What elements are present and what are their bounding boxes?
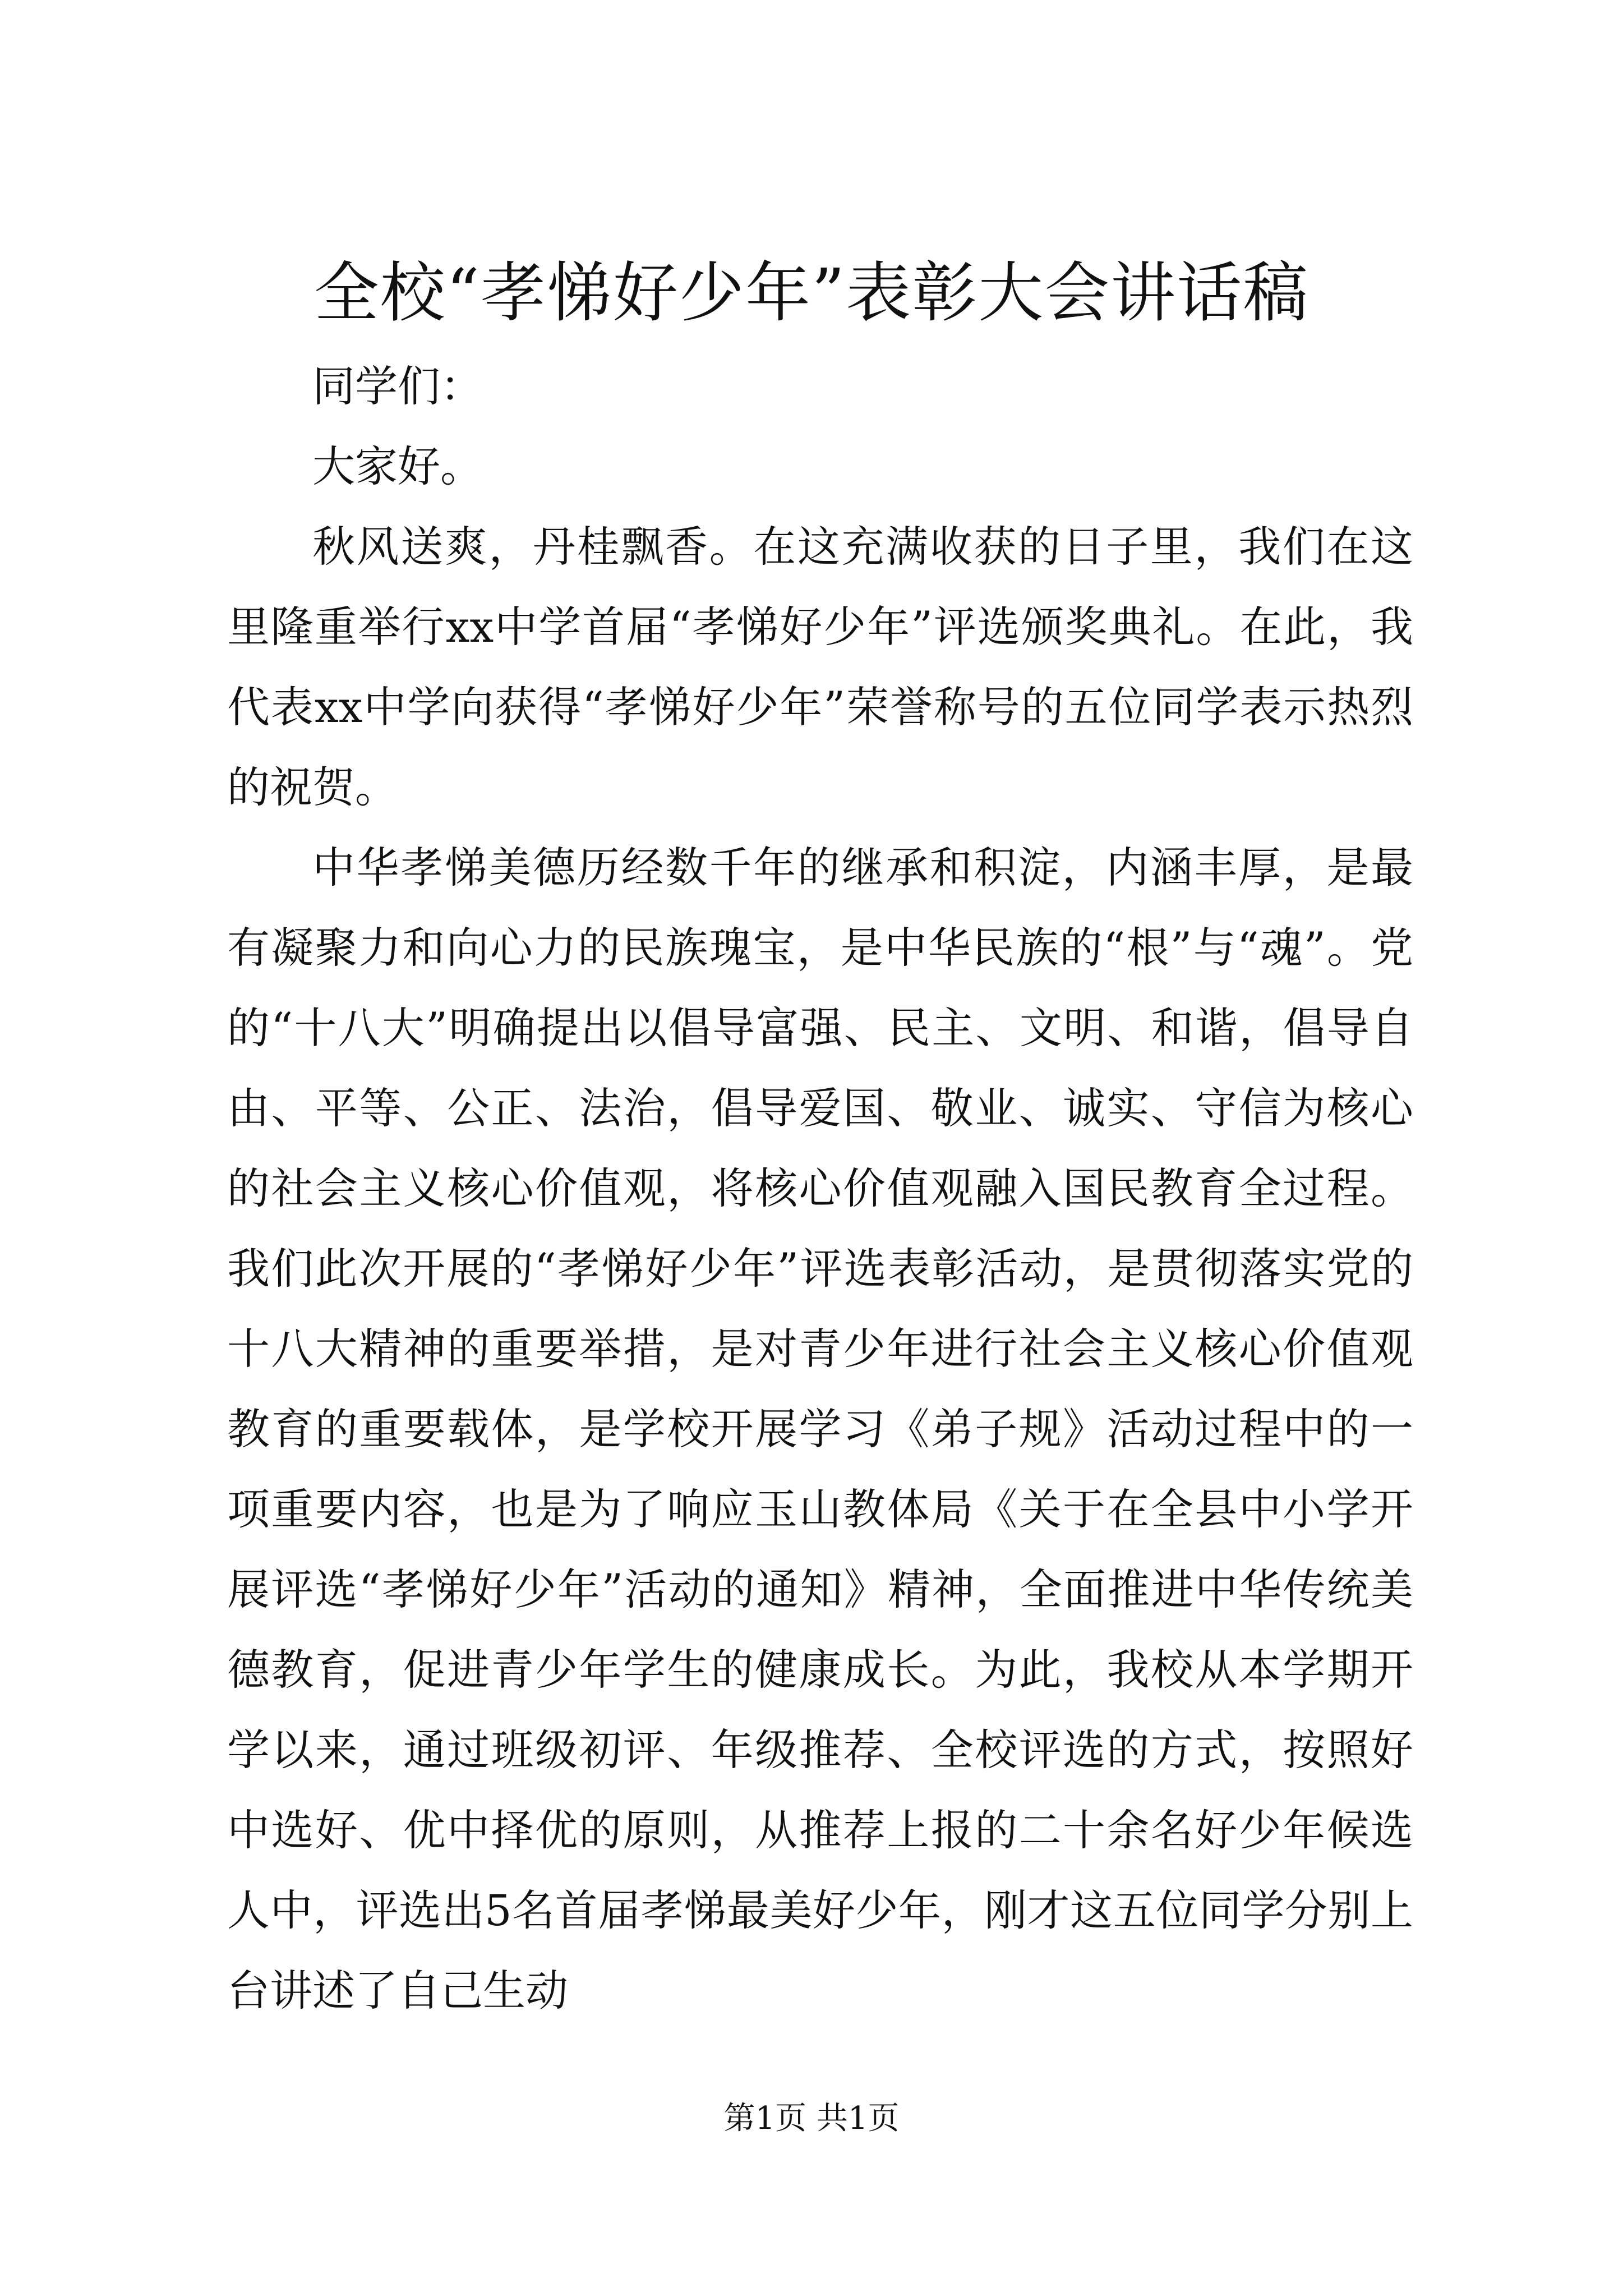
paragraph-opening: 秋风送爽，丹桂飘香。在这充满收获的日子里，我们在这里隆重举行xx中学首届“孝悌好少年”评选颁奖典礼。在此，我代表xx中学向获得“孝悌好少年”荣誉称号的五位同学表示热烈的祝贺。 xyxy=(227,522,1413,812)
paragraph-main: 中华孝悌美德历经数千年的继承和积淀，内涵丰厚，是最有凝聚力和向心力的民族瑰宝，是中华民族的“根”与“魂”。党的“十八大”明确提出以倡导富强、民主、文明、和谐，倡导自由、平等、公正、法治，倡导爱国、敬业、诚实、守信为核心的社会主义核心价值观，将核心价值观融入国民教育全过程。我们此次开展的“孝悌好少年”评选表彰活动，是贯彻落实党的十八大精神的重要举措，是对青少年进行社会主义核心价值观教育的重要载体，是学校开展学习《弟子规》活动过程中的一项重要内容，也是为了响应玉山教体局《关于在全县中小学开展评选“孝悌好少年”活动的通知》精神，全面推进中华传统美德教育，促进青少年学生的健康成长。为此，我校从本学期开学以来，通过班级初评、年级推荐、全校评选的方式，按照好中选好、优中择优的原则，从推荐上报的二十余名好少年候选人中，评选出5名首届孝悌最美好少年，刚才这五位同学分别上台讲述了自己生动 xyxy=(227,843,1413,2016)
document-body xyxy=(227,346,1413,2031)
greeting: 大家好。 xyxy=(312,441,483,491)
page-footer: 第1页 共1页 xyxy=(723,2100,900,2137)
salutation: 同学们： xyxy=(312,361,483,411)
document-title: 全校“孝悌好少年”表彰大会讲话稿 xyxy=(313,255,1310,331)
